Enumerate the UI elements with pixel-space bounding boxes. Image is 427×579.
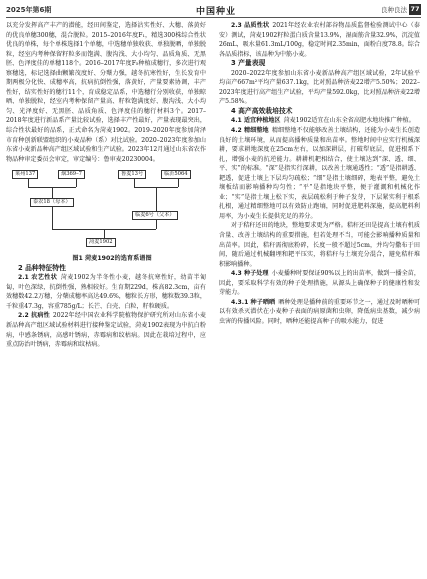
section-heading: 2 品种特征特性 (18, 263, 66, 272)
paragraph-text: 精细整地不仅能够改善土壤结构，还能为小麦生长创造良好的土壤环境，从而提高播种质量和出苗率。整地时间中应实行机械深耕，要求耕地深度在25cm左右，以加深耕层，打破犁底层，促进根系下扎，增强小麦的抗逆能力。耕耕机耙相结合，使土壤达到“深、透、细、平、实”的标准。“深”是指实行深耕，以改善土壤通透性；“透”是指耕透、耙透，促进土壤上下层均匀疏松；“细”是指土壤细碎，地表平整，避免土壤板结而影响播种均匀性；“平”是指地块平整，便于灌溉和机械化作业；“实”是指土壤上松下实，表层疏松利于种子发芽，下层紧实利于根系扎根，通过精细整地可以有效防止跑墒，同时促进肥料深施，提高肥料利用率，为小麦生长提供充足的养分。 (219, 127, 420, 220)
intro-paragraph: 以充分发挥高产丰产的潜能，经田间鉴定，选择沾实性好、大穗、落黄好的优良单穗300穗，混合脱粒。2015–2016年度F₁，精选300株综合性状优良的单株，每个单株选择1个单穗，中选穗单独收获、单独脱晒，单独脱粒，经室内考种保留籽粒多而饱满、腹沟浅、大小均匀、品质角质、无黑胚、色泽度佳的单穗118个。2016–2017年度F₅种植成穗行，多次进行观察穗选，标记选择曲颗繁茂度好、分蘖力强，越冬抗寒性好，生长发育中期两极分化快、成穗率高，抗病抗倒性强，落黄好，产量要素协调，丰产性好，结实性好的穗行11个，育成稳定品系，中选穗行分别收获，单独晾晒、单独脱粒，经室内考种保留产量高、籽粒饱满度好、腹沟浅、大小均匀、光泽度好、无黑胚、品质角质、色泽度佳的穗行材料3个。2017–2018年度进行新品系产量比较试验，选择丰产性最好，产量表现最突出，综合性状最好的品系，正式命名为菏麦1902。2019–2020年度参加菏泽市育种创新联盟组织的小麦品种（系）对比试验。2020–2023年度参加山东省小麦新品种高产组区域试验和生产试验。2023年12月通过山东省农作物品种审定委员会审定，审定编号：鲁审麦20230004。 (6, 22, 206, 163)
child-box-hemai1902: 菏麦1902 (86, 238, 116, 247)
parent-box-yan369: 烟369–7 (58, 170, 85, 179)
subsection-heading: 2.2 抗病性 (18, 312, 50, 320)
journal-title: 中国种业 (195, 7, 236, 17)
subsection-heading: 4.3 种子处理 (231, 270, 269, 278)
subsection-heading: 4.2 精细整地 (231, 127, 269, 135)
father-box-linmai6: 临麦6号（父本） (132, 211, 178, 220)
connector-line (28, 179, 29, 187)
subsection-heading: 4.1 适宜种植地区 (231, 117, 281, 125)
issue-label: 2025年第6期 (6, 6, 52, 14)
parent-box-laizhou137: 莱州137 (12, 170, 38, 179)
pedigree-diagram (6, 168, 206, 252)
paragraph-text: 小麦播种时要保证90%以上的出苗率，做到一播全苗，因此，要采取科学有效的种子处理措施，从源头上确保种子的健康性和发芽能力。 (219, 270, 420, 297)
paragraph-text: 晒种处理是播种前的重要环节之一，通过及时晒种可以有效杀灭潜伏在小麦种子表面的病原菌和虫卵，降低病虫基数，减少病虫害的传播风险。同时，晒种还能提高种子的吸水能力，促进 (219, 298, 420, 325)
section-heading: 4 高产高效栽培技术 (231, 106, 293, 115)
paragraph-text: 对于秸秆还田的地块，整地要求更为严格。秸秆还田是提高土壤有机质含量、改善土壤结构的重要措施，但若处理不当，可能会影响播种质量和出苗率。因此，秸秆需彻底粉碎，长度一般不超过5cm，并均匀撒布于田间，随后通过机械翻埋和耙平压实，将秸秆与土壤充分混合，避免秸秆堆积影响播种。 (219, 222, 420, 268)
paragraph-text: 2022年经中国农业科学院植物保护研究所对山东省小麦新品种高产组区域试验材料进行接种鉴定试验，菏麦1902表现为中抗白粉病，中感条锈病，高感叶锈病，赤霉病和纹枯病。因此在栽培过程中，应重点防治叶锈病，赤霉病和纹枯病。 (6, 312, 206, 349)
right-column (219, 21, 420, 575)
paragraph-text: 菏麦1902适宜在山东全省高肥水地块推广种植。 (283, 117, 415, 125)
connector-line (134, 179, 135, 187)
connector-line (52, 187, 53, 198)
connector-line (178, 179, 179, 187)
header-rule (6, 17, 421, 18)
figure-caption: 图1 菏麦1902的选育系谱图 (72, 255, 152, 263)
section-label: 良种良法 (381, 6, 407, 14)
page-header (6, 4, 421, 18)
connector-line (76, 179, 77, 187)
connector-line (52, 207, 53, 229)
connector-line (156, 187, 157, 211)
mother-box-tainong18: 泰农18（母本） (30, 198, 74, 207)
paragraph-text: 2020–2022年度参加山东省小麦新品种高产组区域试验，2年试验平均亩产667m²平均产量637.1kg，比对照品种济麦22增产5.50%；2022–2023年度进行高产组生产试验，平均产量592.0kg，比对照品种济麦22增产5.58%。 (219, 69, 420, 106)
subsection-heading: 2.3 品质性状 (231, 22, 270, 29)
parent-box-linyi5064: 临沂5064 (161, 170, 191, 179)
parent-box-lumai13: 鲁麦13号 (118, 170, 146, 179)
paragraph-text: 菏麦1902为半冬性小麦，越冬抗寒性好，幼苗半匍匐，叶色深绿，抗倒性强，熟相较好。生育期229d，株高82.3cm，亩有效穗数42.2万穗，分蘖成穗率高达49.6%，穗粒长方形，穗粒数39.3粒，千粒重47.3g，容重785g/L；长芒、白壳、白粒，籽粒硬质。 (6, 274, 206, 310)
subsubsection-heading: 4.3.1 种子晒晒 (231, 298, 276, 306)
paragraph-text: 2021年经农业农村部谷物品质监督检验测试中心（泰安）测试，菏麦1902籽粒蛋白质含量13.9%，湿面筋含量32.9%，沉淀值26mL，吸水量61.3mL/100g，稳定时间2.35min，面粉白度78.8。综合各品质指标，该品种为中筋小麦。 (219, 22, 420, 58)
left-column (6, 21, 206, 575)
connector-line (156, 220, 157, 229)
subsection-heading: 2.1 农艺性状 (18, 274, 58, 282)
section-heading: 3 产量表现 (231, 59, 266, 68)
connector-line (104, 229, 105, 238)
page-number: 77 (410, 5, 420, 13)
